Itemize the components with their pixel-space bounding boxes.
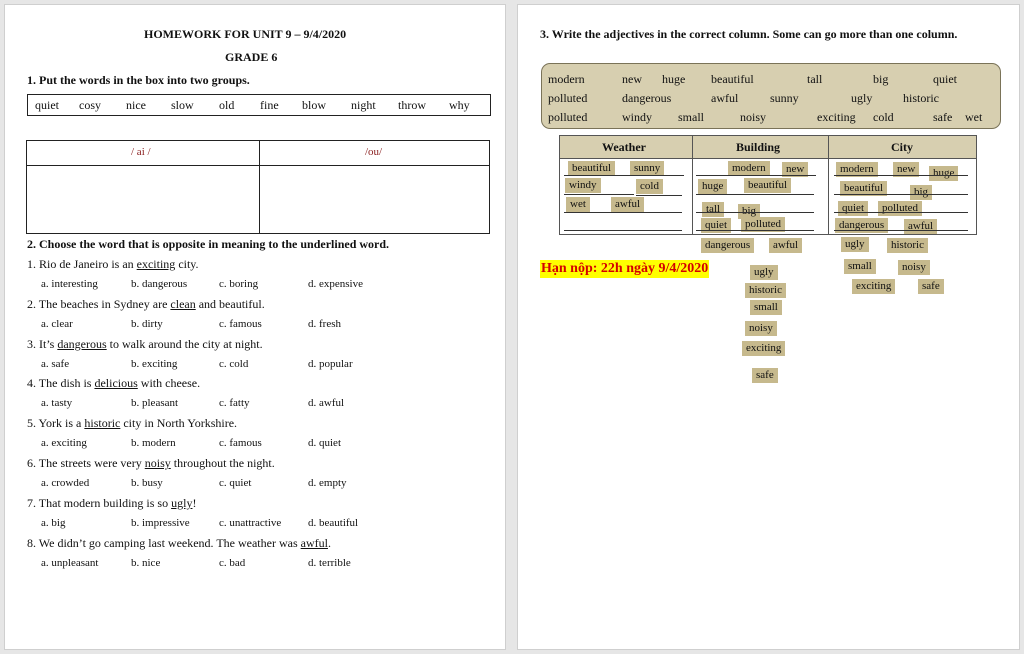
answer-line: [696, 175, 816, 176]
answer-option: a. big: [41, 516, 66, 529]
weather-tile[interactable]: windy: [565, 178, 601, 193]
city-tile[interactable]: safe: [918, 279, 944, 294]
building-tile[interactable]: historic: [745, 283, 786, 298]
answer-option: d. expensive: [308, 278, 363, 290]
groups-table: [26, 140, 490, 234]
underlined-word: ugly: [171, 495, 193, 510]
adjective-item: exciting: [817, 110, 856, 124]
answer-line: [564, 194, 634, 195]
adjective-item: sunny: [770, 91, 799, 105]
adjective-item: awful: [711, 91, 739, 105]
building-tile[interactable]: new: [782, 162, 808, 177]
adjective-item: modern: [548, 72, 585, 86]
answer-option: b. impressive: [131, 516, 190, 529]
question-text: [27, 376, 200, 391]
answer-line: [696, 194, 814, 195]
answer-line: [696, 212, 814, 213]
underlined-word: dangerous: [57, 336, 107, 351]
question-prefix: 1. Rio de Janeiro is an: [27, 257, 137, 271]
answer-line: [834, 230, 968, 231]
city-tile[interactable]: polluted: [878, 201, 922, 216]
answer-option: d. popular: [308, 357, 353, 370]
answer-option: a. exciting: [41, 437, 87, 450]
question-suffix: and beautiful.: [195, 296, 265, 311]
answer-option: d. fresh: [308, 317, 341, 330]
underlined-word: delicious: [94, 376, 138, 391]
task2-heading: 2. Choose the word that is opposite in meaning to the underlined word.: [27, 237, 390, 251]
group-header-ai: / ai /: [131, 146, 151, 158]
weather-tile[interactable]: beautiful: [568, 161, 615, 176]
underlined-word: historic: [84, 416, 121, 431]
answer-option: c. famous: [219, 317, 262, 330]
word-box: [27, 94, 491, 116]
answer-option: a. tasty: [41, 397, 73, 410]
city-tile[interactable]: beautiful: [840, 181, 887, 196]
weather-tile[interactable]: cold: [636, 179, 663, 194]
answer-option: c. bad: [219, 556, 246, 569]
answer-line: [834, 194, 968, 195]
city-tile[interactable]: historic: [887, 238, 928, 253]
answer-line: [636, 195, 682, 196]
answer-option: d. empty: [308, 477, 347, 489]
building-tile[interactable]: beautiful: [744, 178, 791, 193]
weather-tile[interactable]: awful: [611, 197, 644, 212]
question-suffix: with cheese.: [137, 376, 201, 391]
question-prefix: 3. It’s: [27, 336, 58, 351]
answer-option: b. dirty: [131, 317, 163, 330]
underlined-word: awful: [300, 535, 328, 550]
city-tile[interactable]: noisy: [898, 260, 930, 275]
answer-line: [626, 175, 684, 176]
adjective-item: huge: [662, 72, 686, 86]
answer-line: [696, 230, 814, 231]
city-tile[interactable]: new: [893, 162, 919, 177]
word-item: cosy: [79, 98, 101, 112]
adjective-item: historic: [903, 91, 939, 105]
group-header-ou: /ou/: [365, 146, 383, 158]
adjective-item: safe: [933, 110, 953, 124]
building-tile[interactable]: huge: [698, 179, 727, 194]
building-tile[interactable]: exciting: [742, 341, 785, 356]
adjective-item: cold: [873, 110, 894, 124]
question-suffix: !: [192, 495, 197, 510]
answer-line: [564, 175, 626, 176]
word-item: old: [219, 98, 235, 112]
question-prefix: 2. The beaches in Sydney are: [27, 296, 171, 311]
answer-option: d. terrible: [308, 556, 351, 569]
question-text: [27, 456, 275, 471]
city-tile[interactable]: awful: [904, 219, 937, 234]
adjective-item: quiet: [933, 72, 957, 86]
answer-option: b. modern: [131, 437, 176, 450]
answer-option: c. boring: [219, 278, 259, 290]
question-suffix: city in North Yorkshire.: [120, 416, 238, 431]
adjective-item: windy: [622, 110, 652, 124]
answer-option: d. awful: [308, 397, 345, 410]
word-item: blow: [302, 98, 326, 112]
word-item: why: [449, 98, 470, 112]
question-suffix: to walk around the city at night.: [106, 336, 263, 351]
question-text: [27, 416, 237, 431]
question-prefix: 6. The streets were very: [27, 456, 145, 470]
answer-option: c. fatty: [219, 397, 250, 410]
word-item: slow: [171, 98, 194, 112]
weather-tile[interactable]: wet: [566, 197, 590, 212]
city-tile[interactable]: modern: [836, 162, 878, 177]
answer-option: b. nice: [131, 556, 161, 569]
question-text: [27, 536, 331, 551]
homework-title: HOMEWORK FOR UNIT 9 – 9/4/2020: [144, 27, 347, 41]
question-suffix: .: [327, 535, 331, 550]
task1-heading: 1. Put the words in the box into two groups.: [27, 73, 250, 87]
word-item: quiet: [35, 98, 59, 112]
answer-option: a. crowded: [41, 477, 90, 489]
adjective-item: noisy: [740, 110, 767, 124]
answer-option: a. clear: [41, 317, 73, 330]
city-tile[interactable]: big: [910, 185, 932, 200]
city-tile[interactable]: huge: [929, 166, 958, 181]
adjective-box: [541, 63, 1001, 129]
adjective-item: polluted: [548, 110, 588, 124]
answer-option: d. beautiful: [308, 516, 359, 529]
adjective-item: beautiful: [711, 72, 754, 86]
answer-option: b. dangerous: [131, 278, 188, 290]
building-tile[interactable]: safe: [752, 368, 778, 383]
question-text: [27, 496, 196, 511]
adjective-item: dangerous: [622, 91, 672, 105]
word-item: throw: [398, 98, 426, 112]
question-suffix: throughout the night.: [170, 456, 275, 470]
answer-option: c. famous: [219, 437, 262, 450]
word-item: nice: [126, 98, 146, 112]
answer-option: c. cold: [219, 357, 249, 370]
word-item: night: [351, 98, 376, 112]
column-header-building: Building: [736, 140, 781, 154]
adjective-item: big: [873, 72, 889, 86]
answer-line: [834, 175, 968, 176]
answer-line: [610, 212, 682, 213]
deadline-notice: Hạn nộp: 22h ngày 9/4/2020: [541, 261, 709, 276]
underlined-word: exciting: [136, 257, 176, 271]
city-tile[interactable]: dangerous: [835, 218, 888, 233]
adjective-item: polluted: [548, 91, 588, 105]
adjective-item: small: [678, 110, 704, 124]
answer-option: a. interesting: [41, 278, 98, 290]
building-tile[interactable]: small: [750, 300, 782, 315]
answer-option: b. pleasant: [131, 397, 179, 410]
word-item: fine: [260, 98, 279, 112]
answer-option: a. safe: [41, 357, 70, 370]
column-header-weather: Weather: [602, 140, 646, 154]
underlined-word: noisy: [144, 456, 171, 470]
answer-option: c. unattractive: [219, 516, 282, 529]
answer-line: [564, 230, 682, 231]
building-tile[interactable]: tall: [702, 202, 724, 217]
city-tile[interactable]: exciting: [852, 279, 895, 294]
city-tile[interactable]: ugly: [841, 237, 869, 252]
building-tile[interactable]: quiet: [701, 218, 731, 233]
question-text: [27, 257, 199, 272]
building-tile[interactable]: modern: [728, 161, 770, 176]
adjective-item: wet: [965, 110, 983, 124]
building-tile[interactable]: polluted: [741, 217, 785, 232]
building-tile[interactable]: ugly: [750, 265, 778, 280]
column-header-city: City: [891, 140, 913, 154]
question-prefix: 4. The dish is: [27, 376, 95, 391]
page-left: [4, 4, 506, 650]
grade-label: GRADE 6: [225, 50, 278, 64]
task3-heading: 3. Write the adjectives in the correct column. Some can go more than one column.: [540, 27, 958, 41]
question-prefix: 8. We didn’t go camping last weekend. The weather was: [27, 535, 301, 550]
building-tile[interactable]: dangerous: [701, 238, 754, 253]
answer-option: b. exciting: [131, 357, 178, 370]
building-tile[interactable]: big: [738, 204, 760, 219]
city-tile[interactable]: small: [844, 259, 876, 274]
question-text: [27, 297, 265, 312]
page-right: [517, 4, 1020, 650]
adjective-item: new: [622, 72, 642, 86]
adjective-item: ugly: [851, 91, 873, 105]
answer-line: [834, 212, 968, 213]
building-tile[interactable]: awful: [769, 238, 802, 253]
weather-tile[interactable]: sunny: [630, 161, 664, 176]
answer-option: a. unpleasant: [41, 556, 99, 569]
adjective-item: tall: [807, 72, 823, 86]
building-tile[interactable]: noisy: [745, 321, 777, 336]
question-prefix: 5. York is a: [27, 416, 85, 431]
answer-option: d. quiet: [308, 437, 341, 450]
question-suffix: city.: [175, 257, 199, 271]
city-tile[interactable]: quiet: [838, 201, 868, 216]
answer-option: b. busy: [131, 477, 163, 489]
answer-option: c. quiet: [219, 477, 252, 489]
question-prefix: 7. That modern building is so: [27, 495, 172, 510]
question-text: [27, 337, 263, 352]
underlined-word: clean: [170, 296, 196, 311]
